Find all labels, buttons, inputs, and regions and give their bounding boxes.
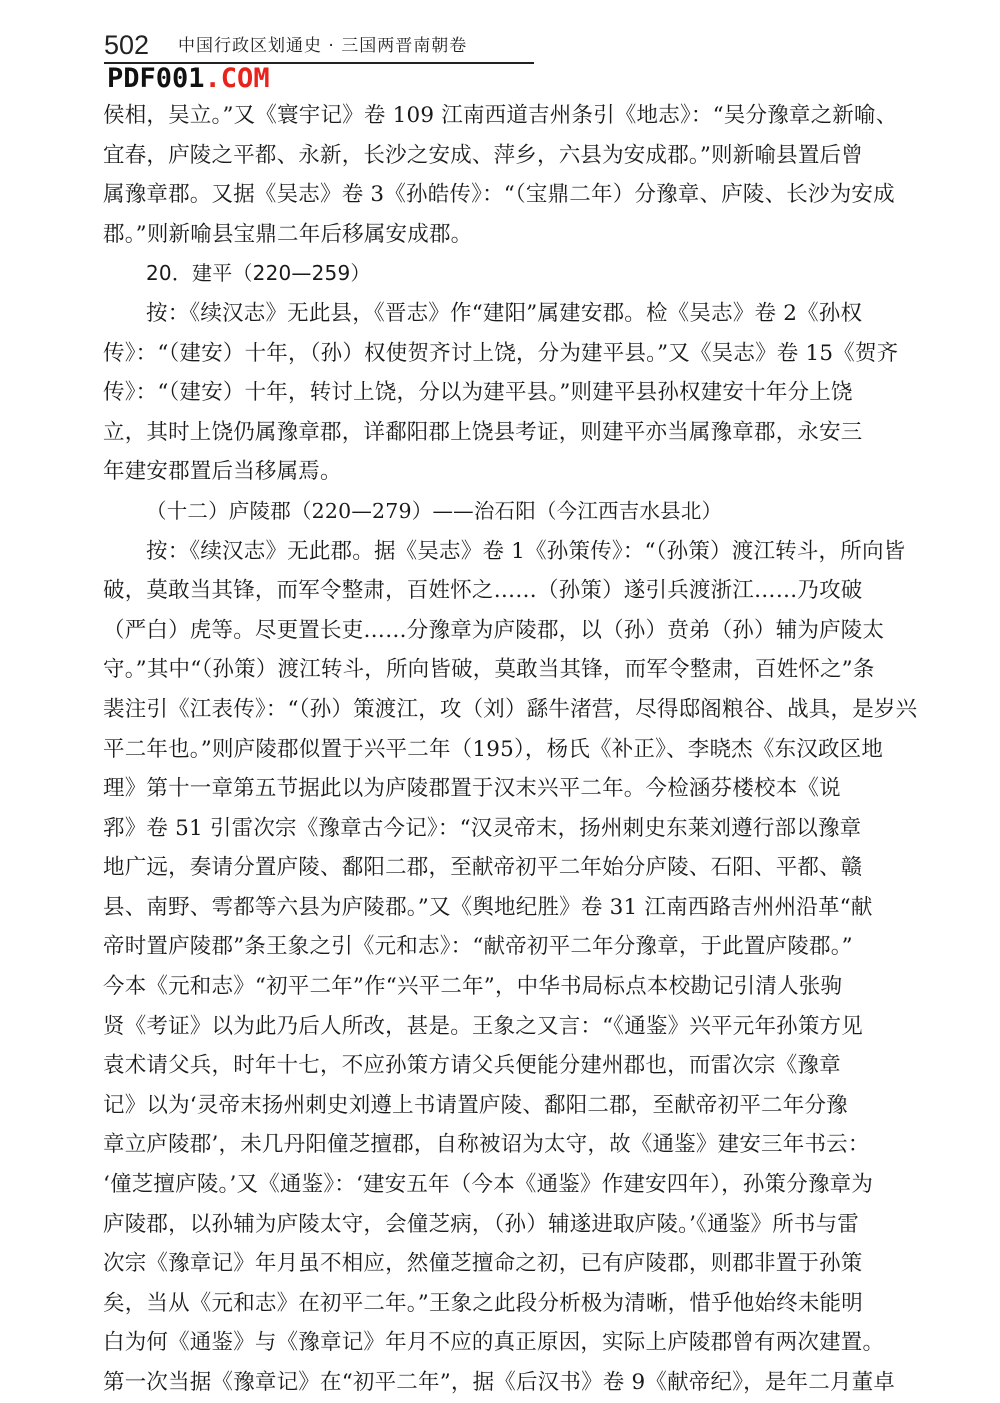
text-line: ‘僮芝擅庐陵。’又《通鉴》：‘建安五年（今本《通鉴》作建安四年），孙策分豫章为 (103, 1172, 874, 1198)
page-header (104, 30, 534, 64)
text-line: 地广远，奏请分置庐陵、鄱阳二郡，至献帝初平二年始分庐陵、石阳、平都、赣 (103, 855, 863, 881)
text-line: 第一次当据《豫章记》在“初平二年”，据《后汉书》卷 9《献帝纪》，是年二月董卓 (103, 1370, 896, 1395)
text-line: 破，莫敢当其锋，而军令整肃，百姓怀之……（孙策）遂引兵渡浙江……乃攻破 (103, 578, 863, 604)
text-line: 宜春，庐陵之平都、永新，长沙之安成、萍乡，六县为安成郡。”则新喻县置后曾 (103, 142, 863, 168)
text-line: 理》第十一章第五节据此以为庐陵郡置于汉末兴平二年。今检涵芬楼校本《说 (103, 776, 841, 802)
text-line: 平二年也。”则庐陵郡似置于兴平二年（195），杨氏《补正》、李晓杰《东汉政区地 (103, 736, 884, 762)
text-line: 传》：“（建安）十年，转讨上饶，分以为建平县。”则建平县孙权建安十年分上饶 (103, 380, 853, 406)
text-line: 白为何《通鉴》与《豫章记》年月不应的真正原因，实际上庐陵郡曾有两次建置。 (103, 1330, 885, 1356)
section-heading: （十二）庐陵郡（220—279）——治石阳（今江西吉水县北） (146, 498, 723, 523)
text-line: 次宗《豫章记》年月虽不相应，然僮芝擅命之初，已有庐陵郡，则郡非置于孙策 (103, 1251, 863, 1277)
page-number: 502 (104, 30, 150, 60)
watermark-suffix: .COM (204, 63, 270, 94)
text-line: 郛》卷 51 引雷次宗《豫章古今记》：“汉灵帝末，扬州刺史东莱刘遵行部以豫章 (103, 815, 862, 841)
text-line: 守。”其中“（孙策）渡江转斗，所向皆破，莫敢当其锋，而军令整肃，百姓怀之”条 (103, 657, 875, 683)
text-line: 县、南野、雩都等六县为庐陵郡。”又《舆地纪胜》卷 31 江南西路吉州州沿革“献 (103, 894, 873, 920)
text-line: 庐陵郡，以孙辅为庐陵太守，会僮芝病，（孙）辅遂进取庐陵。’《通鉴》所书与雷 (103, 1211, 859, 1237)
watermark (107, 62, 270, 96)
text-line: 裴注引《江表传》：“（孙）策渡江，攻（刘）繇牛渚营，尽得邸阁粮谷、战具，是岁兴 (103, 696, 918, 722)
running-title: 中国行政区划通史 · 三国两晋南朝卷 (178, 36, 468, 56)
text-line: 今本《元和志》“初平二年”作“兴平二年”，中华书局标点本校勘记引清人张驹 (103, 974, 843, 1000)
entry-heading: 20．建平（220—259） (146, 261, 371, 286)
text-line: 年建安郡置后当移属焉。 (103, 459, 342, 485)
text-line: 传》：“（建安）十年，（孙）权使贺齐讨上饶，分为建平县。”又《吴志》卷 15《贺齐 (103, 340, 899, 366)
text-line: （严白）虎等。尽更置长吏……分豫章为庐陵郡，以（孙）贲弟（孙）辅为庐陵太 (103, 617, 885, 643)
text-line: 按：《续汉志》无此郡。据《吴志》卷 1《孙策传》：“（孙策）渡江转斗，所向皆 (146, 538, 906, 564)
body-text (103, 96, 953, 1403)
text-line: 郡。”则新喻县宝鼎二年后移属安成郡。 (103, 221, 473, 247)
text-line: 按：《续汉志》无此县，《晋志》作“建阳”属建安郡。检《吴志》卷 2《孙权 (146, 300, 863, 326)
text-line: 侯相，吴立。”又《寰宇记》卷 109 江南西道吉州条引《地志》：“吴分豫章之新喻、 (103, 103, 898, 128)
text-line: 矣，当从《元和志》在初平二年。”王象之此段分析极为清晰，惜乎他始终未能明 (103, 1290, 863, 1316)
text-line: 帝时置庐陵郡”条王象之引《元和志》：“献帝初平二年分豫章，于此置庐陵郡。” (103, 934, 853, 960)
text-line: 记》以为‘灵帝末扬州刺史刘遵上书请置庐陵、鄱阳二郡，至献帝初平二年分豫 (103, 1092, 848, 1118)
text-line: 袁术请父兵，时年十七，不应孙策方请父兵便能分建州郡也，而雷次宗《豫章 (103, 1053, 841, 1079)
text-line: 属豫章郡。又据《吴志》卷 3《孙皓传》：“（宝鼎二年）分豫章、庐陵、长沙为安成 (103, 182, 895, 208)
text-line: 章立庐陵郡’，未几丹阳僮芝擅郡，自称被诏为太守，故《通鉴》建安三年书云： (103, 1132, 870, 1158)
text-line: 贤《考证》以为此乃后人所改，甚是。王象之又言：“《通鉴》兴平元年孙策方见 (103, 1013, 863, 1039)
text-line: 立，其时上饶仍属豫章郡，详鄱阳郡上饶县考证，则建平亦当属豫章郡，永安三 (103, 419, 863, 445)
watermark-prefix: PDF001 (107, 63, 205, 94)
